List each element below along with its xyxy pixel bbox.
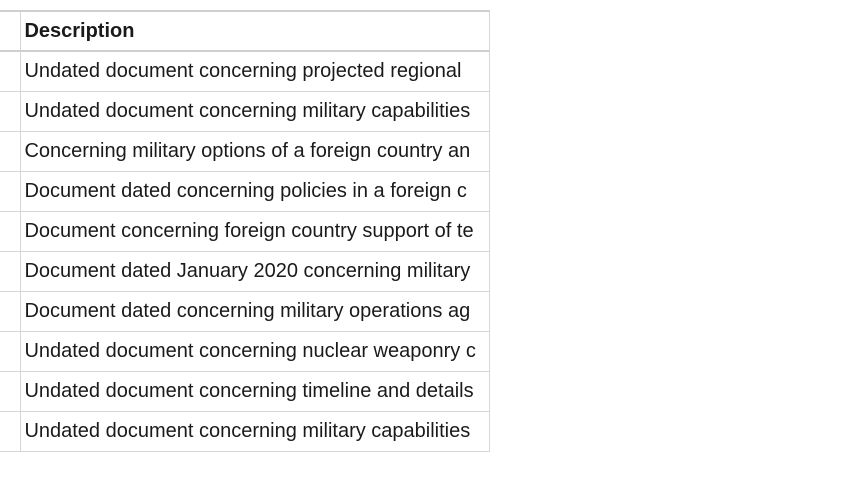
description-cell: Concerning military options of a foreign country an — [21, 131, 490, 171]
classification-cell — [0, 371, 21, 411]
table-row — [0, 331, 490, 371]
table-header-row — [0, 11, 490, 51]
description-cell: Undated document concerning military capabilities — [21, 411, 490, 451]
description-cell: Undated document concerning projected regional — [21, 51, 490, 91]
classification-cell — [0, 51, 21, 91]
table-row — [0, 51, 490, 91]
classification-cell — [0, 131, 21, 171]
documents-table — [0, 10, 490, 452]
classification-cell — [0, 291, 21, 331]
header-classification — [0, 11, 21, 51]
classification-cell — [0, 91, 21, 131]
table-row — [0, 371, 490, 411]
table-row — [0, 91, 490, 131]
description-cell: Document dated January 2020 concerning military — [21, 251, 490, 291]
classification-cell — [0, 331, 21, 371]
table-row — [0, 171, 490, 211]
classification-cell — [0, 171, 21, 211]
classification-cell — [0, 251, 21, 291]
table-row — [0, 211, 490, 251]
description-cell: Undated document concerning timeline and details — [21, 371, 490, 411]
header-description: Description — [21, 11, 490, 51]
description-cell: Document concerning foreign country support of te — [21, 211, 490, 251]
table-row — [0, 411, 490, 451]
description-cell: Undated document concerning nuclear weaponry c — [21, 331, 490, 371]
classification-cell — [0, 411, 21, 451]
description-cell: Undated document concerning military capabilities — [21, 91, 490, 131]
table-body — [0, 51, 490, 451]
table-row — [0, 131, 490, 171]
description-cell: Document dated concerning policies in a foreign c — [21, 171, 490, 211]
classification-cell — [0, 211, 21, 251]
description-cell: Document dated concerning military operations ag — [21, 291, 490, 331]
table-row — [0, 251, 490, 291]
table-row — [0, 291, 490, 331]
